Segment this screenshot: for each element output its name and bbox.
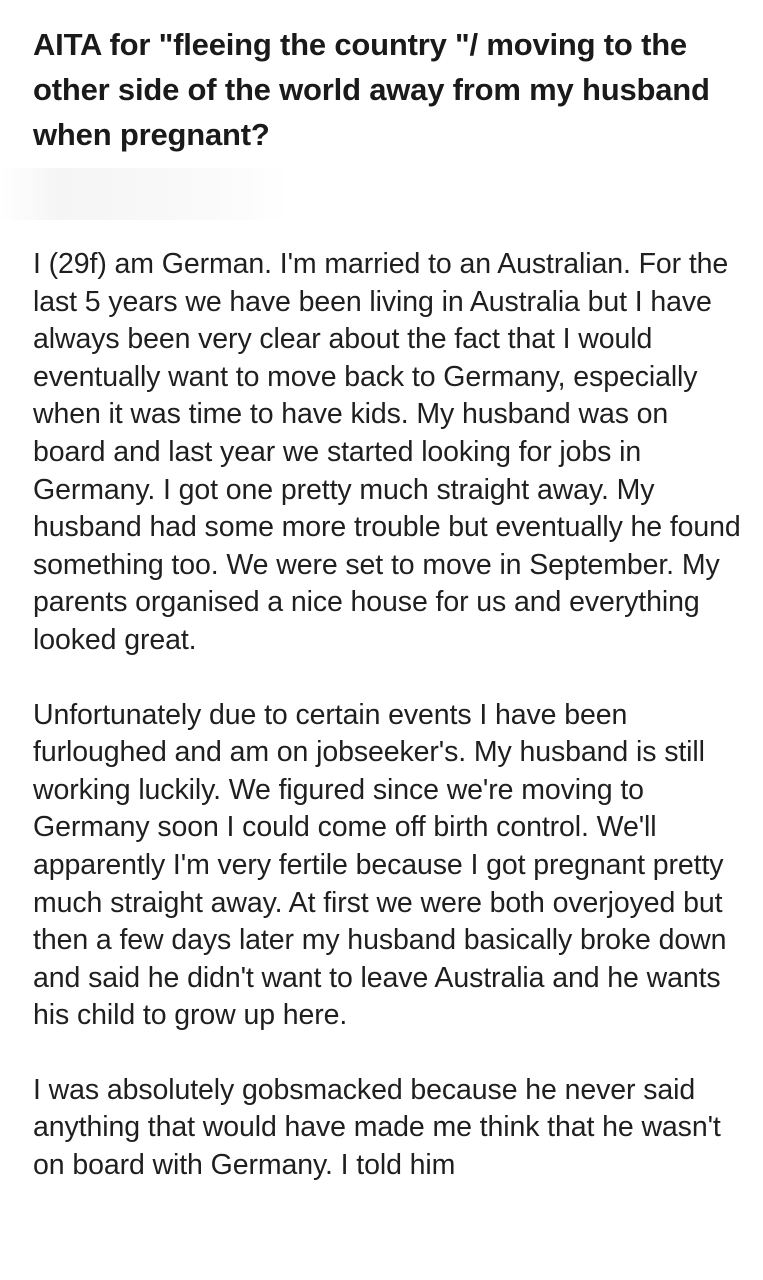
post-title: AITA for "fleeing the country "/ moving to the other side of the world away from my husband when pregnant?: [33, 27, 710, 152]
post-body: [33, 246, 745, 1222]
post-header: [33, 22, 743, 157]
post-paragraph-2: Unfortunately due to certain events I have been furloughed and am on jobseeker's. My husband is still working luckily. We figured since we're moving to Germany soon I could come off birth control. We'll apparently I'm very fertile because I got pregnant pretty much straight away. At first we were both overjoyed but then a few days later my husband basically broke down and said he didn't want to leave Australia and he wants his child to grow up here.: [33, 698, 727, 1032]
post-paragraph-3: I was absolutely gobsmacked because he never said anything that would have made me think that he wasn't on board with Germany. I told him: [33, 1073, 721, 1182]
post-paragraph-1: I (29f) am German. I'm married to an Australian. For the last 5 years we have been living in Australia but I have always been very clear about the fact that I would eventually want to move back to Germany, especially when it was time to have kids. My husband was on board and last year we started looking for jobs in Germany. I got one pretty much straight away. My husband had some more trouble but eventually he found something too. We were set to move in September. My parents organised a nice house for us and everything looked great.: [33, 248, 741, 656]
post-meta-redacted: [0, 168, 290, 220]
